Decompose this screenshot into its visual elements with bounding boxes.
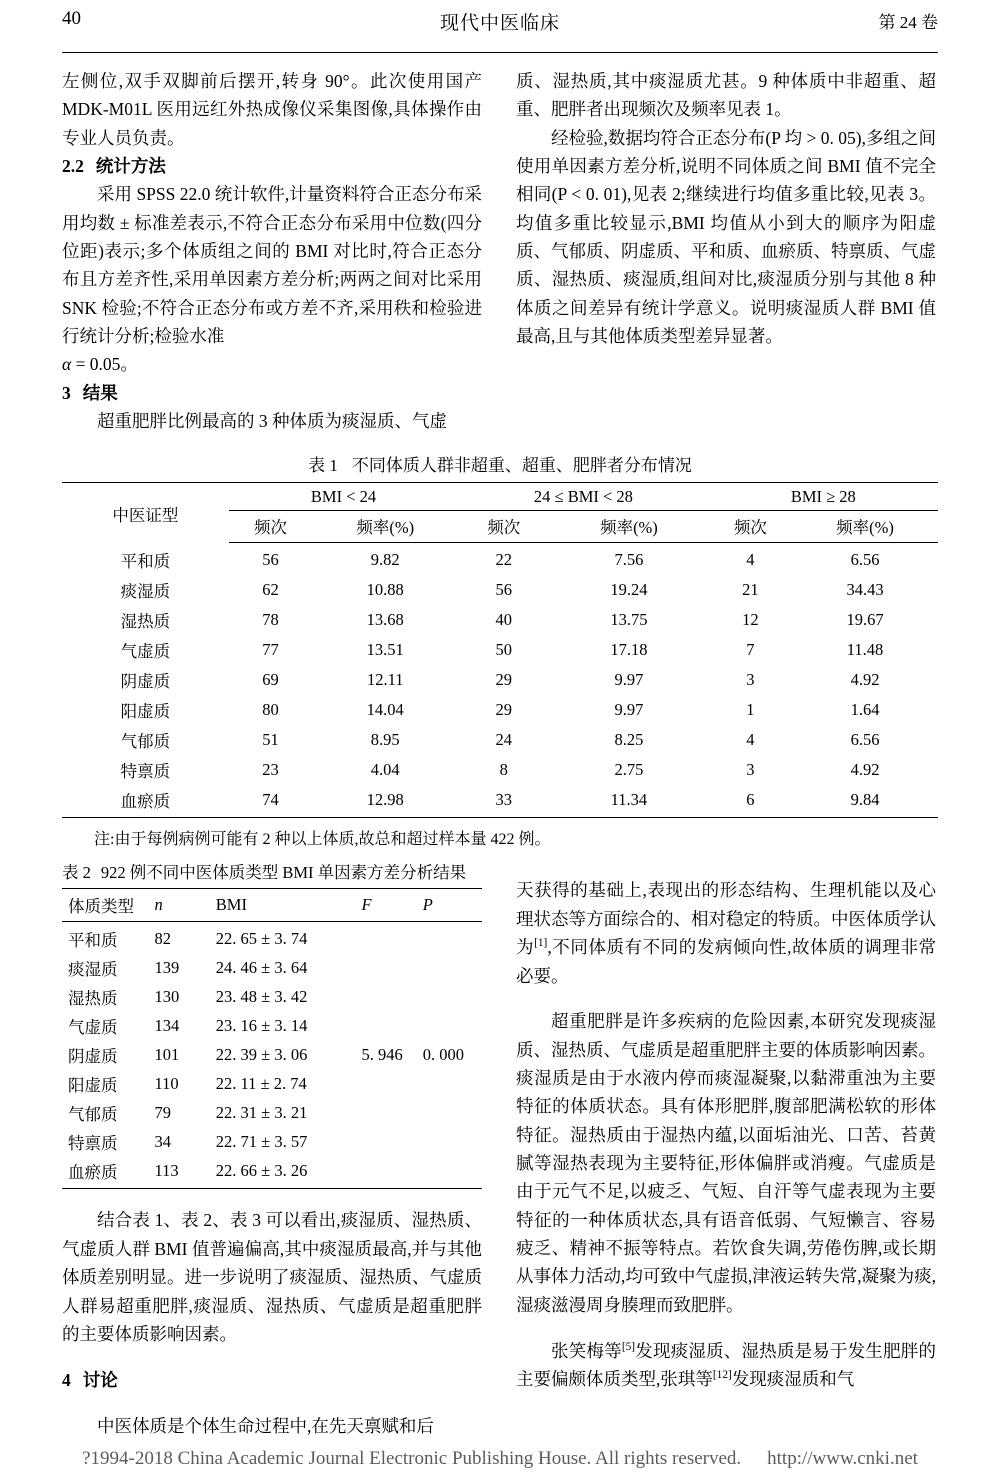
lower-right-para-3b: 发现痰湿质、湿热质是易于发生肥胖的主要偏颇体质类型,张琪等 — [516, 1340, 937, 1389]
cell-type: 湿热质 — [68, 988, 118, 1008]
cell-freq-1: 51 — [262, 729, 279, 749]
section-3-number: 3 — [62, 382, 71, 403]
footer-url: http://www.cnki.net — [767, 1448, 918, 1469]
table1-group-3: BMI ≥ 28 — [709, 483, 938, 511]
page-number: 40 — [62, 8, 81, 29]
reference-marker-12: [12] — [712, 1369, 732, 1382]
table-row — [62, 543, 938, 575]
section-3-title: 结果 — [82, 382, 118, 403]
left-para-2: 采用 SPSS 22.0 统计软件,计量资料符合正态分布采用均数 ± 标准差表示,不符合正态分布采用中位数(四分位距)表示;多个体质组之间的 BMI 对比时,符合正态分布且方差齐性,采用单因素方差分析;两两之间对比采用 SNK 检验;不符合正态分布或方差不齐,采用秩和检验进行统计分析;检验水准 — [62, 184, 482, 347]
cell-f — [361, 1011, 422, 1040]
cell-rate-2: 7.56 — [614, 550, 644, 570]
cell-type: 阴虚质 — [68, 1046, 118, 1066]
lower-right-para-3c: 发现痰湿质和气 — [731, 1368, 855, 1389]
alpha-line — [62, 350, 482, 378]
table1-note: 注:由于每例病例可能有 2 种以上体质,故总和超过样本量 422 例。 — [94, 830, 551, 848]
table1-subhead-6: 频率(%) — [792, 511, 938, 543]
cell-n: 113 — [155, 1156, 216, 1188]
table2-header-row — [62, 888, 482, 921]
cell-freq-1: 74 — [229, 785, 312, 818]
upper-columns — [62, 67, 938, 435]
reference-marker-1: [1] — [534, 937, 548, 950]
cell-rate-3: 9.84 — [792, 785, 938, 818]
cell-f — [361, 953, 422, 982]
table-row — [62, 921, 482, 953]
table-row — [62, 575, 938, 605]
table2-caption-text: 922 例不同中医体质类型 BMI 单因素方差分析结果 — [100, 862, 467, 882]
section-2-2-number: 2.2 — [62, 156, 84, 177]
cell-rate-2: 8.25 — [614, 729, 644, 749]
cell-rate-1: 12.98 — [312, 785, 458, 818]
cell-type: 气郁质 — [120, 731, 171, 751]
volume-label: 第 24 卷 — [878, 13, 938, 32]
cell-freq-2: 56 — [495, 579, 512, 599]
cell-freq-1: 62 — [262, 579, 279, 599]
cell-p — [423, 953, 482, 982]
table-row — [62, 953, 482, 982]
cell-rate-3: 4.92 — [850, 759, 880, 779]
lower-right-para-2: 超重肥胖是许多疾病的危险因素,本研究发现痰湿质、湿热质、气虚质是超重肥胖主要的体质影响因素。痰湿质是由于水液内停而痰湿凝聚,以黏滞重浊为主要特征的体质状态。具有体形肥胖,腹部肥满松软的形体特征。湿热质由于湿热内蕴,以面垢油光、口苦、苔黄腻等湿热表现为主要特征,形体偏胖或消瘦。气虚质是由于元气不足,以疲乏、气短、自汗等气虚表现为主要特征的一种体质状态,具有语音低弱、气短懒言、容易疲乏、精神不振等特点。若饮食失调,劳倦伤脾,或长期从事体力活动,均可致中气虚损,津液运转失常,凝聚为痰,湿痰滋漫周身腠理而致肥胖。 — [516, 1011, 936, 1315]
cell-type: 平和质 — [68, 930, 118, 950]
cell-p — [423, 982, 482, 1011]
cell-p — [423, 1069, 482, 1098]
cell-f — [361, 921, 422, 953]
cell-f — [361, 982, 422, 1011]
section-4-heading — [62, 1366, 482, 1394]
alpha-value: = 0.05。 — [75, 354, 138, 375]
cell-rate-2: 17.18 — [610, 639, 648, 659]
table1-wrapper — [62, 451, 938, 849]
table2-header-type: 体质类型 — [62, 888, 155, 921]
header-rule — [62, 52, 938, 53]
cell-freq-2: 50 — [495, 639, 512, 659]
table-row — [62, 635, 938, 665]
cell-bmi: 22. 71 ± 3. 57 — [215, 1131, 308, 1151]
cell-p: 0. 000 — [422, 1044, 464, 1064]
table-row — [62, 1069, 482, 1098]
table-row — [62, 755, 938, 785]
cell-type: 平和质 — [120, 551, 171, 571]
cell-bmi: 23. 16 ± 3. 14 — [215, 1015, 308, 1035]
lower-left-para-2: 中医体质是个体生命过程中,在先天禀赋和后 — [97, 1415, 434, 1436]
lower-right-para-1a: 天获得的基础上,表现出的形态结构、生理机能以及心理状态等方面综合的、相对稳定的特质。中医体质学认为 — [516, 880, 936, 958]
cell-rate-2: 2.75 — [614, 759, 644, 779]
lower-right-para-1b: ,不同体质有不同的发病倾向性,故体质的调理非常必要。 — [516, 937, 937, 986]
cell-bmi: 22. 65 ± 3. 74 — [215, 928, 308, 948]
cell-rate-3: 6.56 — [850, 550, 880, 570]
lower-left-para-1: 结合表 1、表 2、表 3 可以看出,痰湿质、湿热质、气虚质人群 BMI 值普遍偏高,其中痰湿质最高,并与其他体质差别明显。进一步说明了痰湿质、湿热质、气虚质人群易超重肥胖,痰湿质、湿热质、气虚质是超重肥胖的主要体质影响因素。 — [62, 1210, 482, 1344]
cell-freq-3: 1 — [746, 699, 755, 719]
page-header — [62, 0, 938, 50]
cell-freq-2: 33 — [458, 785, 549, 818]
cell-rate-1: 14.04 — [366, 699, 404, 719]
cell-type: 痰湿质 — [120, 581, 171, 601]
table2-header-f: F — [361, 888, 422, 921]
cell-type: 阳虚质 — [68, 1075, 118, 1095]
cell-rate-3: 4.92 — [850, 669, 880, 689]
table1-group-2: 24 ≤ BMI < 28 — [458, 483, 708, 511]
cell-bmi: 22. 66 ± 3. 26 — [216, 1156, 362, 1188]
cell-type: 气虚质 — [68, 1017, 118, 1037]
table1-caption — [62, 451, 938, 476]
cell-bmi: 23. 48 ± 3. 42 — [215, 986, 308, 1006]
cell-f — [361, 1127, 422, 1156]
table1 — [62, 482, 938, 818]
cell-n: 82 — [154, 928, 172, 948]
cell-n: 134 — [154, 1015, 180, 1035]
cell-freq-2: 24 — [495, 729, 512, 749]
section-4-title: 讨论 — [82, 1369, 118, 1390]
table-row — [62, 1040, 482, 1069]
table1-caption-label: 表 1 — [308, 456, 338, 476]
table2-header-n: n — [155, 888, 216, 921]
table1-subhead-1: 频次 — [229, 511, 312, 543]
cell-n: 101 — [154, 1044, 180, 1064]
cell-n: 110 — [154, 1073, 179, 1093]
left-para-3: 超重肥胖比例最高的 3 种体质为痰湿质、气虚 — [97, 411, 447, 432]
cell-p — [423, 921, 482, 953]
table-row — [62, 605, 938, 635]
lower-columns — [62, 859, 938, 1457]
cell-rate-1: 12.11 — [366, 669, 404, 689]
lower-right-para-1 — [516, 876, 936, 989]
cell-freq-2: 8 — [499, 759, 508, 779]
table2 — [62, 888, 482, 1189]
cell-freq-3: 3 — [746, 759, 755, 779]
cell-freq-1: 56 — [262, 550, 279, 570]
cell-freq-1: 77 — [262, 639, 279, 659]
cell-type: 特禀质 — [120, 761, 171, 781]
right-para-1: 质、湿热质,其中痰湿质尤甚。9 种体质中非超重、超重、肥胖者出现频次及频率见表 1。 — [516, 71, 936, 120]
cell-freq-3: 7 — [746, 639, 755, 659]
cell-rate-2: 9.97 — [614, 669, 644, 689]
table1-group-header-row — [62, 483, 938, 511]
copyright-text: ?1994-2018 China Academic Journal Electronic Publishing House. All rights reserved. — [82, 1448, 742, 1469]
table-row — [62, 1156, 482, 1188]
cell-rate-2: 9.97 — [614, 699, 644, 719]
cell-freq-3: 4 — [746, 550, 755, 570]
table-row — [62, 1127, 482, 1156]
lower-left-column — [62, 859, 482, 1457]
alpha-symbol: α — [62, 354, 72, 375]
cell-type: 气虚质 — [120, 641, 171, 661]
cell-rate-1: 4.04 — [370, 759, 400, 779]
lower-right-para-3a: 张笑梅等 — [551, 1340, 622, 1361]
cell-p — [423, 1011, 482, 1040]
cell-rate-2: 19.24 — [610, 579, 648, 599]
cell-bmi: 24. 46 ± 3. 64 — [215, 957, 308, 977]
table-row — [62, 665, 938, 695]
table2-caption-label: 表 2 — [62, 862, 91, 882]
cell-f: 5. 946 — [361, 1044, 403, 1064]
cell-f — [361, 1098, 422, 1127]
section-2-2-title: 统计方法 — [95, 156, 166, 177]
cell-rate-1: 10.88 — [366, 579, 404, 599]
cell-freq-2: 29 — [495, 699, 512, 719]
cell-freq-1: 23 — [262, 759, 279, 779]
cell-rate-1: 13.68 — [366, 609, 404, 629]
lower-right-column — [516, 859, 936, 1457]
cell-rate-1: 8.95 — [370, 729, 400, 749]
section-3-heading — [62, 379, 482, 407]
lower-right-para-3 — [516, 1337, 936, 1394]
cell-type: 阳虚质 — [120, 701, 171, 721]
left-para-1: 左侧位,双手双脚前后摆开,转身 90°。此次使用国产 MDK-M01L 医用远红外热成像仪采集图像,具体操作由专业人员负责。 — [62, 71, 482, 148]
cell-p — [423, 1127, 482, 1156]
cell-p — [423, 1098, 482, 1127]
cell-freq-1: 80 — [262, 699, 279, 719]
table2-caption — [62, 859, 482, 883]
cell-freq-2: 29 — [495, 669, 512, 689]
cell-f — [361, 1156, 422, 1188]
cell-rate-1: 9.82 — [370, 550, 400, 570]
reference-marker-5: [5] — [621, 1340, 636, 1353]
cell-type: 气郁质 — [68, 1104, 118, 1124]
cell-f — [361, 1069, 422, 1098]
cell-rate-1: 13.51 — [366, 639, 404, 659]
cell-freq-1: 78 — [262, 609, 279, 629]
lower-left-text — [62, 1206, 482, 1439]
cell-bmi: 22. 11 ± 2. 74 — [215, 1073, 307, 1093]
cell-rate-3: 6.56 — [850, 729, 880, 749]
table1-col-label: 中医证型 — [62, 483, 229, 543]
table-row — [62, 982, 482, 1011]
cell-n: 34 — [154, 1131, 172, 1151]
cell-freq-1: 69 — [262, 669, 279, 689]
cell-type: 特禀质 — [68, 1133, 118, 1153]
cell-n: 79 — [154, 1102, 172, 1122]
table-row — [62, 695, 938, 725]
cell-freq-3: 4 — [746, 729, 755, 749]
cell-p — [423, 1156, 482, 1188]
cell-n: 139 — [154, 957, 180, 977]
right-column — [516, 67, 936, 435]
cell-rate-2: 13.75 — [610, 609, 648, 629]
cell-type: 阴虚质 — [120, 671, 171, 691]
cell-freq-3: 21 — [742, 579, 759, 599]
cell-freq-2: 22 — [495, 550, 512, 570]
table1-caption-text: 不同体质人群非超重、超重、肥胖者分布情况 — [351, 456, 692, 476]
cell-type: 湿热质 — [120, 611, 171, 631]
section-2-2-heading — [62, 152, 482, 180]
table1-subhead-3: 频次 — [458, 511, 549, 543]
table2-header-bmi: BMI — [216, 888, 362, 921]
table2-header-p: P — [423, 888, 482, 921]
table-row — [62, 1098, 482, 1127]
table-row — [62, 1011, 482, 1040]
cell-freq-3: 3 — [746, 669, 755, 689]
cell-n: 130 — [154, 986, 180, 1006]
cell-bmi: 22. 31 ± 3. 21 — [215, 1102, 308, 1122]
table-row — [62, 725, 938, 755]
cell-type: 血瘀质 — [62, 785, 229, 818]
table1-subhead-2: 频率(%) — [312, 511, 458, 543]
cell-type: 痰湿质 — [68, 959, 118, 979]
cell-rate-3: 1.64 — [850, 699, 880, 719]
cell-rate-3: 19.67 — [846, 609, 884, 629]
cell-type: 血瘀质 — [62, 1156, 155, 1188]
cell-freq-3: 12 — [742, 609, 759, 629]
table1-subhead-4: 频率(%) — [549, 511, 708, 543]
footer — [0, 1448, 1000, 1470]
cell-rate-2: 11.34 — [549, 785, 708, 818]
journal-title: 现代中医临床 — [439, 13, 560, 34]
left-column — [62, 67, 482, 435]
section-4-number: 4 — [62, 1369, 71, 1390]
table-row — [62, 785, 938, 818]
cell-bmi: 22. 39 ± 3. 06 — [215, 1044, 308, 1064]
table1-subhead-5: 频次 — [709, 511, 792, 543]
cell-freq-2: 40 — [495, 609, 512, 629]
right-para-2: 经检验,数据均符合正态分布(P 均 > 0. 05),多组之间使用单因素方差分析,说明不同体质之间 BMI 值不完全相同(P < 0. 01),见表 2;继续进行均值多重比较,见表 3。均值多重比较显示,BMI 均值从小到大的顺序为阳虚质、气郁质、阴虚质、平和质、血瘀质、特禀质、气虚质、湿热质、痰湿质,组间对比,痰湿质分别与其他 8 种体质之间差异有统计学意义。说明痰湿质人群 BMI 值最高,且与其他体质类型差异显著。 — [516, 127, 936, 347]
cell-rate-3: 34.43 — [846, 579, 884, 599]
cell-freq-3: 6 — [709, 785, 792, 818]
cell-rate-3: 11.48 — [846, 639, 884, 659]
table1-group-1: BMI < 24 — [229, 483, 458, 511]
